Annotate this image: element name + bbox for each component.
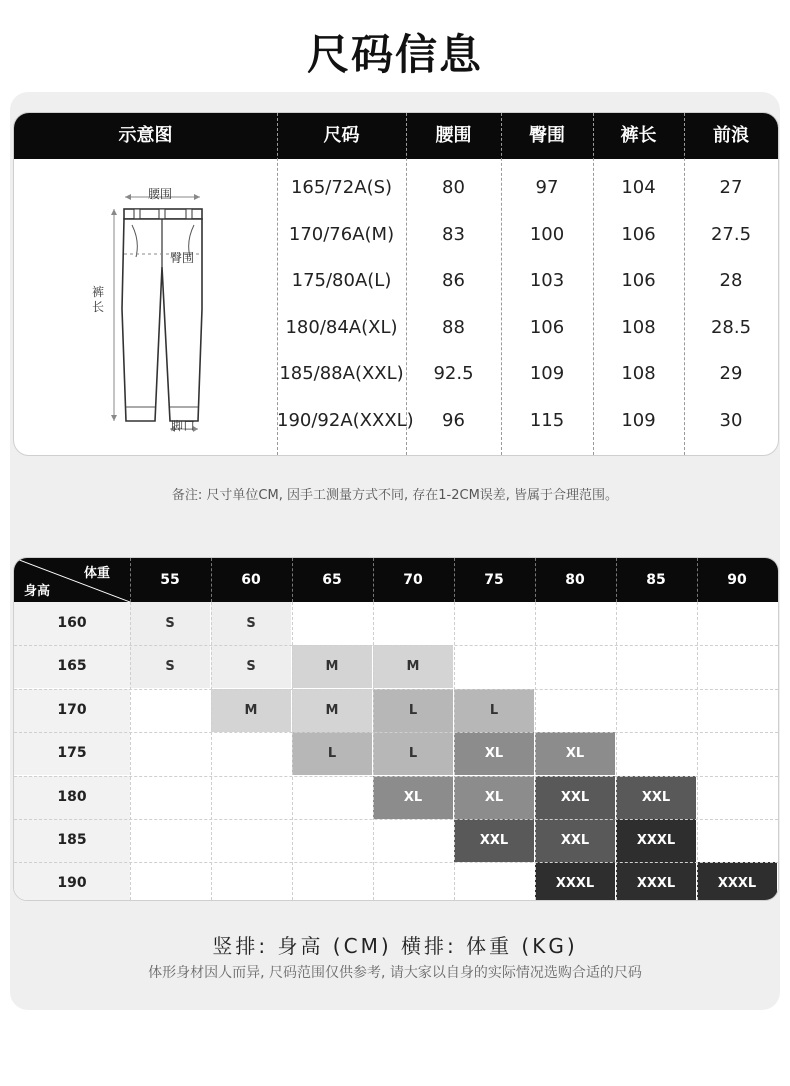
size-guide-cell: L bbox=[292, 732, 372, 775]
size-cell-hip: 106 bbox=[529, 316, 565, 338]
weight-header: 70 bbox=[403, 572, 423, 588]
size-measurement-table bbox=[13, 112, 779, 456]
height-label: 175 bbox=[14, 732, 130, 775]
weight-header: 85 bbox=[646, 572, 666, 588]
height-label: 185 bbox=[14, 819, 130, 862]
size-cell-length: 109 bbox=[621, 409, 656, 431]
size-cell-hip: 100 bbox=[529, 223, 565, 245]
size-guide-cell bbox=[130, 819, 210, 862]
row-divider bbox=[14, 776, 778, 777]
size-guide-cell bbox=[211, 732, 291, 775]
size-guide-cell: S bbox=[211, 645, 291, 688]
size-guide-cell bbox=[373, 862, 453, 901]
size-cell-front-rise: 27 bbox=[719, 177, 743, 198]
size-guide-cell bbox=[130, 732, 210, 775]
size-cell-front-rise: 28.5 bbox=[710, 316, 752, 338]
size-guide-cell bbox=[373, 602, 453, 645]
header-separator bbox=[292, 558, 293, 602]
size-guide-cell bbox=[616, 689, 696, 732]
size-guide-cell bbox=[292, 862, 372, 901]
size-guide-cell: XXXL bbox=[616, 819, 696, 862]
size-cell-hip: 115 bbox=[529, 409, 565, 431]
size-cell-front-rise: 28 bbox=[719, 270, 743, 291]
header-separator bbox=[616, 558, 617, 602]
size-guide-cell: M bbox=[292, 645, 372, 688]
diagram-label-hip: 臀围 bbox=[170, 251, 195, 265]
size-cell-waist: 86 bbox=[442, 270, 465, 291]
column-divider bbox=[373, 602, 374, 900]
size-cell-front-rise: 29 bbox=[719, 363, 743, 384]
axis-legend: 竖排: 身高 (CM) 横排: 体重 (KG) bbox=[212, 934, 578, 958]
height-label: 180 bbox=[14, 776, 130, 819]
header-size: 尺码 bbox=[323, 125, 360, 146]
size-guide-cell bbox=[616, 602, 696, 645]
size-table-header bbox=[14, 113, 778, 159]
size-guide-cell bbox=[454, 862, 534, 901]
size-cell-size: 170/76A(M) bbox=[288, 223, 395, 245]
size-guide-cell bbox=[535, 602, 615, 645]
diagram-label-hem: 脚口 bbox=[171, 419, 196, 433]
weight-header: 65 bbox=[322, 572, 342, 588]
size-guide-cell bbox=[697, 776, 777, 819]
size-cell-waist: 83 bbox=[442, 223, 465, 245]
size-guide-cell: XXL bbox=[535, 819, 615, 862]
size-guide-cell: L bbox=[454, 689, 534, 732]
corner-weight-label: 体重 bbox=[84, 566, 111, 581]
header-separator bbox=[454, 558, 455, 602]
size-guide-cell: M bbox=[373, 645, 453, 688]
row-divider bbox=[14, 689, 778, 690]
size-cell-waist: 96 bbox=[442, 409, 465, 431]
size-guide-cell: S bbox=[211, 602, 291, 645]
pants-illustration bbox=[14, 159, 277, 455]
size-cell-hip: 97 bbox=[535, 177, 559, 198]
weight-header: 55 bbox=[160, 572, 180, 588]
header-separator bbox=[535, 558, 536, 602]
size-guide-cell bbox=[292, 819, 372, 862]
size-guide-cell bbox=[373, 819, 453, 862]
header-separator bbox=[373, 558, 374, 602]
size-guide-cell: XL bbox=[535, 732, 615, 775]
header-diagram: 示意图 bbox=[118, 125, 173, 146]
size-guide-cell bbox=[616, 732, 696, 775]
measurement-note: 备注: 尺寸单位CM, 因手工测量方式不同, 存在1-2CM误差, 皆属于合理范围。 bbox=[171, 488, 619, 503]
size-guide-cell bbox=[697, 689, 777, 732]
size-guide-cell: XXXL bbox=[697, 862, 777, 901]
row-divider bbox=[14, 645, 778, 646]
height-label: 165 bbox=[14, 645, 130, 688]
size-cell-size: 190/92A(XXXL) bbox=[277, 409, 414, 431]
height-label: 190 bbox=[14, 862, 130, 901]
header-hip: 臀围 bbox=[529, 125, 565, 146]
size-guide-cell: XXL bbox=[535, 776, 615, 819]
size-cell-waist: 88 bbox=[442, 316, 465, 338]
size-guide-cell: M bbox=[292, 689, 372, 732]
size-cell-length: 108 bbox=[621, 316, 656, 338]
size-guide-cell bbox=[697, 645, 777, 688]
diagram-label-length: 裤长 bbox=[92, 285, 105, 314]
column-divider bbox=[454, 602, 455, 900]
size-guide-cell: XL bbox=[454, 776, 534, 819]
column-divider bbox=[130, 602, 131, 900]
size-guide-cell: XXXL bbox=[616, 862, 696, 901]
height-label: 160 bbox=[14, 602, 130, 645]
size-guide-cell bbox=[616, 645, 696, 688]
header-front-rise: 前浪 bbox=[713, 125, 749, 146]
header-length: 裤长 bbox=[620, 125, 657, 146]
weight-header: 75 bbox=[484, 572, 504, 588]
size-cell-hip: 109 bbox=[529, 363, 565, 384]
size-guide-header bbox=[14, 558, 778, 602]
row-divider bbox=[14, 732, 778, 733]
height-label: 170 bbox=[14, 689, 130, 732]
size-guide-cell bbox=[211, 776, 291, 819]
size-guide-cell: XL bbox=[454, 732, 534, 775]
size-guide-cell: XXXL bbox=[535, 862, 615, 901]
size-cell-front-rise: 27.5 bbox=[710, 223, 752, 245]
size-cell-size: 180/84A(XL) bbox=[285, 316, 398, 338]
size-guide-cell bbox=[211, 862, 291, 901]
size-guide-cell: M bbox=[211, 689, 291, 732]
size-cell-hip: 103 bbox=[529, 270, 565, 291]
weight-header: 60 bbox=[241, 572, 261, 588]
size-guide-cell bbox=[454, 645, 534, 688]
column-divider bbox=[292, 602, 293, 900]
header-waist: 腰围 bbox=[435, 125, 472, 146]
weight-header: 80 bbox=[565, 572, 585, 588]
header-separator bbox=[211, 558, 212, 602]
size-guide-cell bbox=[292, 602, 372, 645]
diagram-label-waist: 腰围 bbox=[148, 187, 173, 201]
size-cell-size: 165/72A(S) bbox=[290, 177, 393, 198]
size-guide-table bbox=[13, 557, 779, 901]
size-guide-cell bbox=[454, 602, 534, 645]
size-cell-length: 106 bbox=[621, 223, 656, 245]
weight-header: 90 bbox=[727, 572, 747, 588]
row-divider bbox=[14, 862, 778, 863]
header-separator bbox=[130, 558, 131, 602]
size-guide-cell bbox=[211, 819, 291, 862]
column-divider bbox=[697, 602, 698, 900]
size-guide-cell bbox=[130, 776, 210, 819]
size-cell-size: 175/80A(L) bbox=[291, 270, 392, 291]
disclaimer: 体形身材因人而异, 尺码范围仅供参考, 请大家以自身的实际情况选购合适的尺码 bbox=[148, 965, 642, 981]
size-guide-cell: L bbox=[373, 689, 453, 732]
size-cell-front-rise: 30 bbox=[719, 409, 743, 431]
page-title: 尺码信息 bbox=[306, 30, 483, 79]
size-cell-length: 108 bbox=[621, 363, 656, 384]
size-guide-cell bbox=[697, 732, 777, 775]
column-divider bbox=[535, 602, 536, 900]
size-guide-cell bbox=[130, 689, 210, 732]
size-guide-cell bbox=[697, 819, 777, 862]
pants-diagram bbox=[14, 159, 277, 455]
size-cell-size: 185/88A(XXL) bbox=[279, 363, 404, 384]
size-guide-cell: L bbox=[373, 732, 453, 775]
corner-height-label: 身高 bbox=[24, 584, 51, 599]
size-guide-cell: XXL bbox=[454, 819, 534, 862]
size-guide-cell bbox=[292, 776, 372, 819]
size-cell-waist: 92.5 bbox=[433, 363, 474, 384]
size-guide-cell bbox=[130, 862, 210, 901]
column-divider bbox=[211, 602, 212, 900]
column-divider bbox=[616, 602, 617, 900]
size-guide-cell bbox=[697, 602, 777, 645]
size-cell-waist: 80 bbox=[442, 177, 465, 198]
size-guide-cell bbox=[535, 689, 615, 732]
size-guide-cell: S bbox=[130, 645, 210, 688]
header-separator bbox=[697, 558, 698, 602]
size-guide-cell: S bbox=[130, 602, 210, 645]
size-guide-cell: XL bbox=[373, 776, 453, 819]
size-cell-length: 106 bbox=[621, 270, 656, 291]
size-cell-length: 104 bbox=[621, 177, 656, 198]
size-guide-cell: XXL bbox=[616, 776, 696, 819]
row-divider bbox=[14, 819, 778, 820]
size-guide-cell bbox=[535, 645, 615, 688]
